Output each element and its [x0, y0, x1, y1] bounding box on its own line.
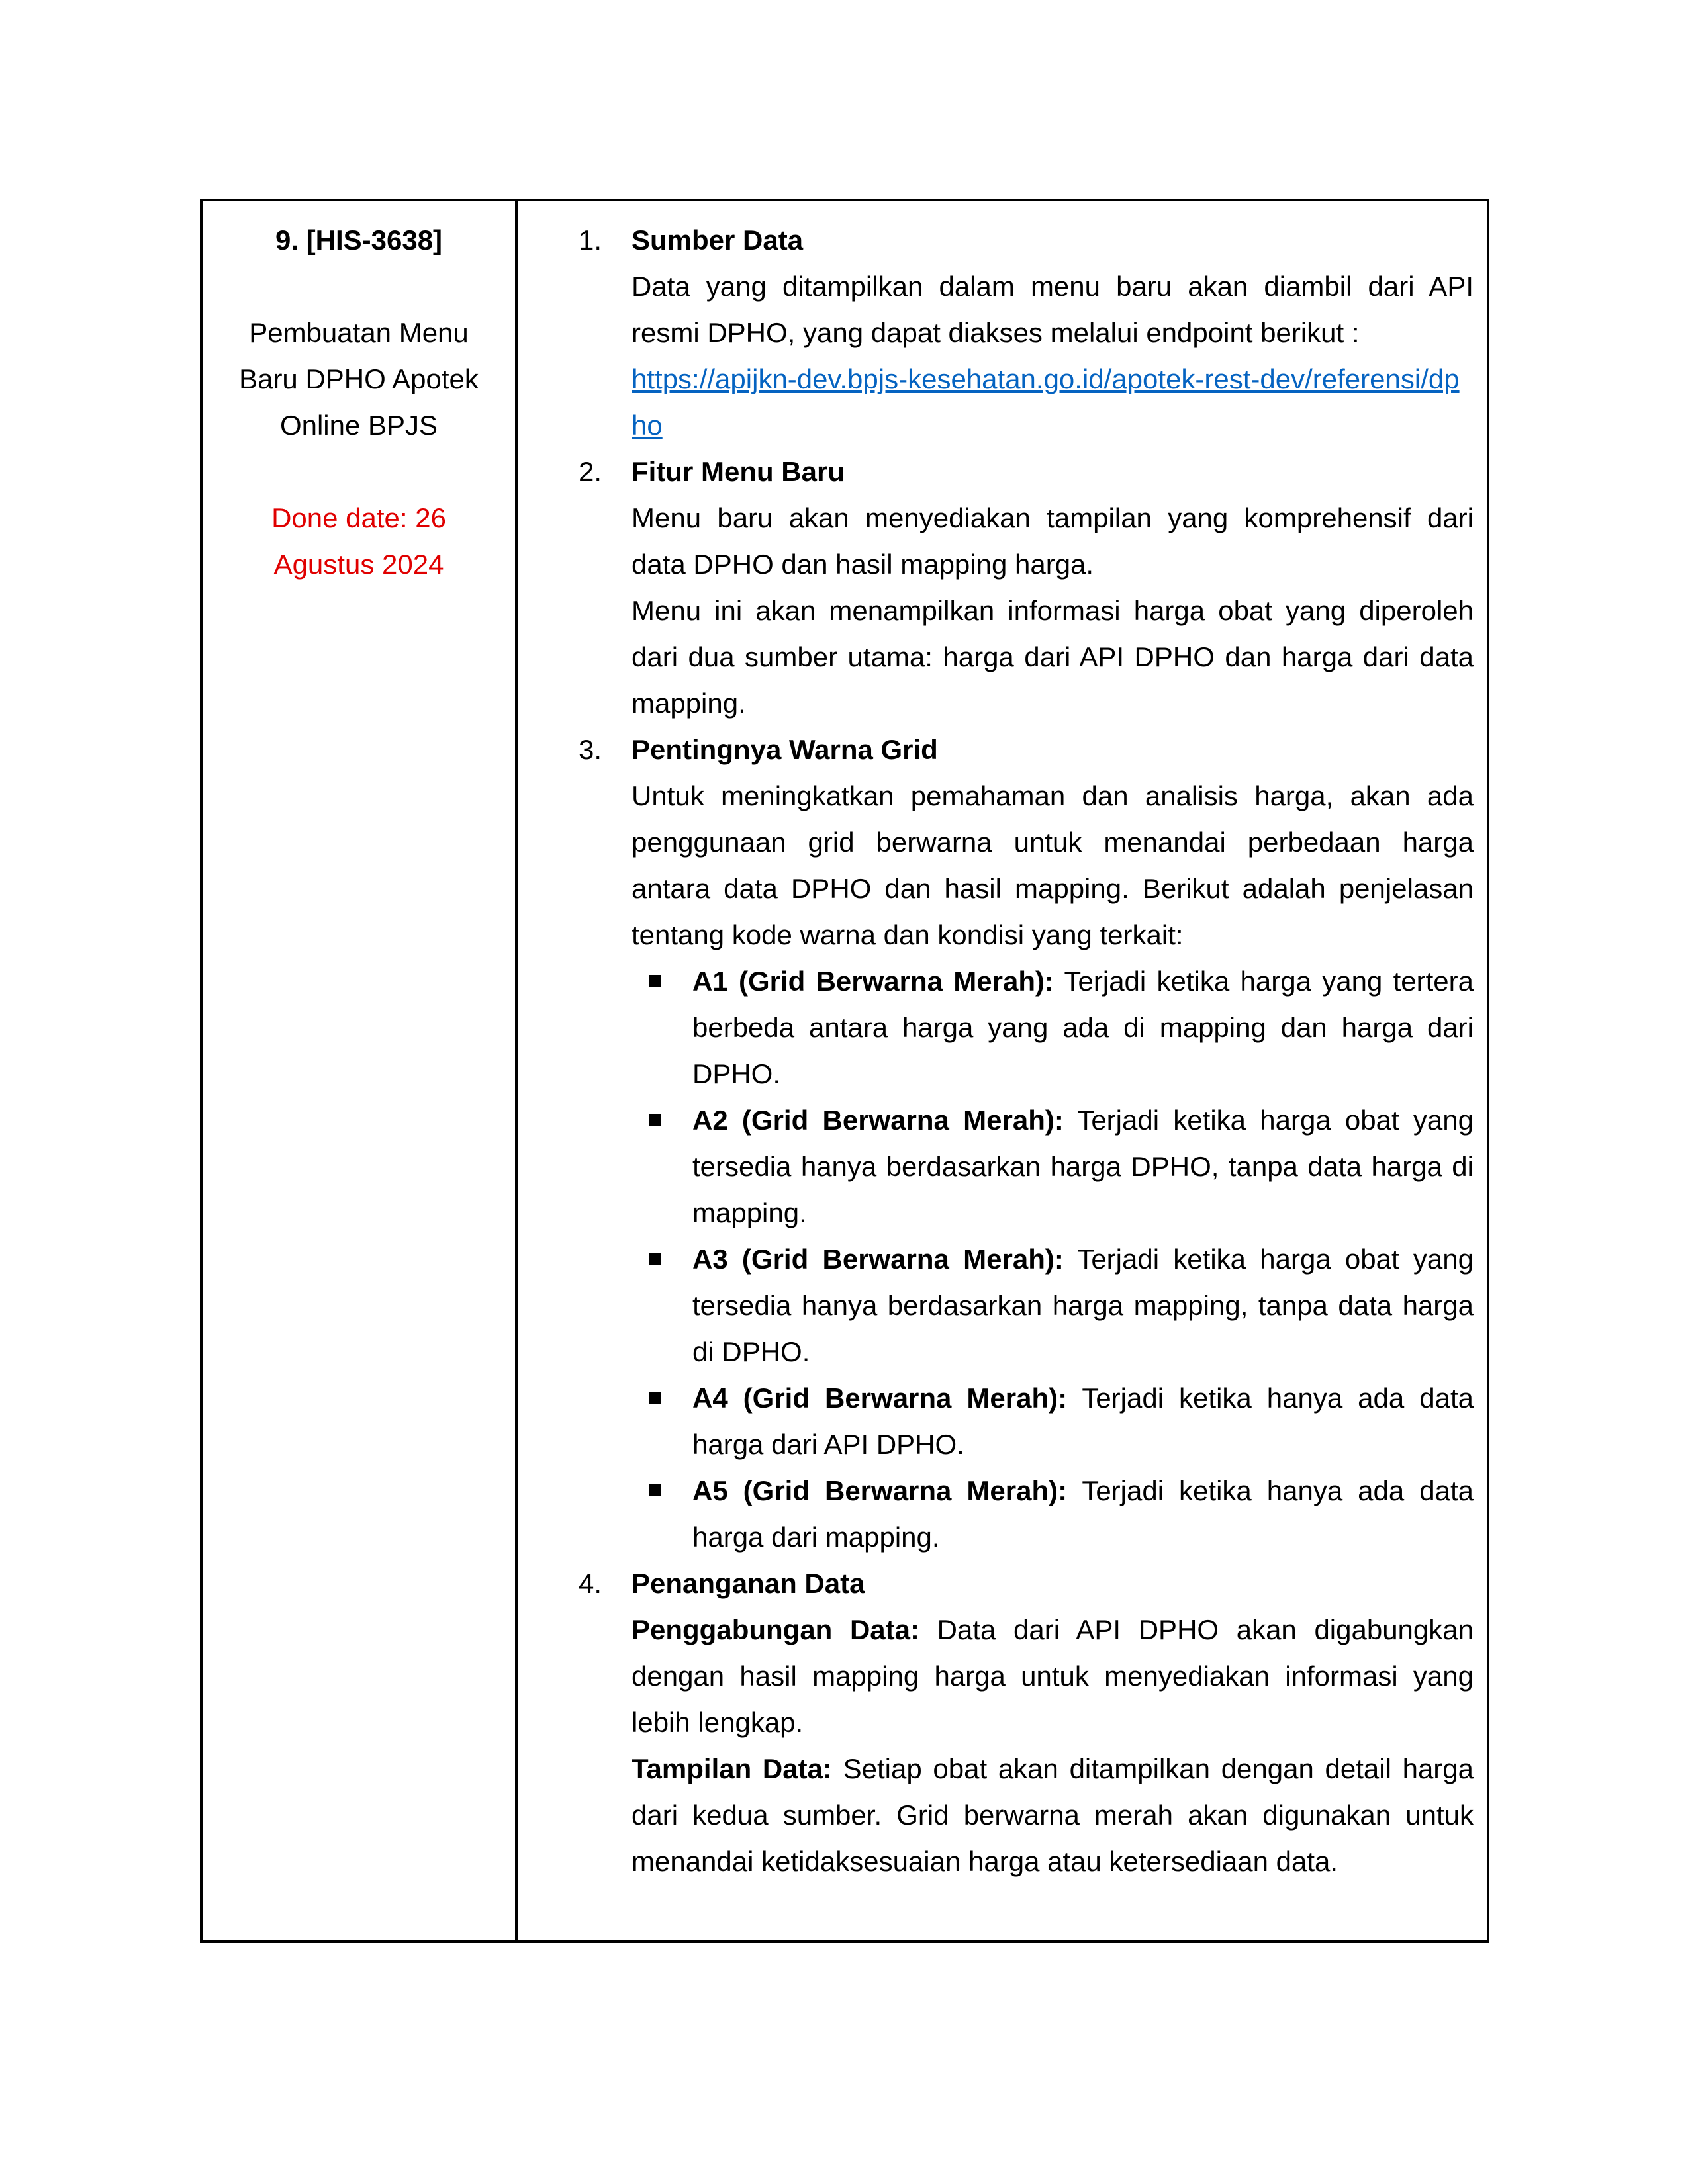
task-details-cell	[518, 201, 1487, 1940]
section-title: Fitur Menu Baru	[632, 456, 845, 487]
square-bullet-icon	[649, 1253, 661, 1265]
data-handling-item	[632, 1746, 1474, 1885]
bullet-text: Terjadi ketika harga obat yang tersedia hanya berdasarkan harga DPHO, tanpa data harga di mapping.	[692, 1105, 1474, 1228]
item-label: Penggabungan Data:	[632, 1614, 919, 1645]
bullet-text: Terjadi ketika harga yang tertera berbeda antara harga yang ada di mapping dan harga dari DPHO.	[692, 966, 1474, 1089]
section-sumber-data	[518, 217, 1474, 449]
square-bullet-icon	[649, 1392, 661, 1404]
dpho-endpoint-link[interactable]: https://apijkn-dev.bpjs-kesehatan.go.id/apotek-rest-dev/referensi/dpho	[632, 363, 1460, 441]
task-table	[200, 199, 1489, 1943]
section-title: Sumber Data	[632, 224, 804, 255]
bullet-text: Terjadi ketika harga obat yang tersedia hanya berdasarkan harga mapping, tanpa data harga di DPHO.	[692, 1244, 1474, 1367]
section-number: 2.	[579, 456, 602, 487]
section-warna-grid	[518, 727, 1474, 1561]
ticket-id: 9. [HIS-3638]	[275, 224, 443, 255]
bullet-label: A5 (Grid Berwarna Merah):	[692, 1475, 1068, 1506]
list-item	[632, 958, 1474, 1097]
bullet-label: A1 (Grid Berwarna Merah):	[692, 966, 1054, 997]
item-text: Data dari API DPHO akan digabungkan dengan hasil mapping harga untuk menyediakan informasi yang lebih lengkap.	[632, 1614, 1474, 1738]
list-item	[632, 1468, 1474, 1561]
bullet-text: Terjadi ketika hanya ada data harga dari API DPHO.	[692, 1383, 1474, 1460]
data-handling-item	[632, 1607, 1474, 1746]
section-number: 3.	[579, 734, 602, 765]
done-date: Done date: 26 Agustus 2024	[271, 502, 446, 580]
list-item	[632, 1097, 1474, 1236]
bullet-label: A3 (Grid Berwarna Merah):	[692, 1244, 1064, 1275]
task-summary-cell	[203, 201, 518, 1940]
section-paragraph: Menu baru akan menyediakan tampilan yang komprehensif dari data DPHO dan hasil mapping harga.	[632, 502, 1474, 580]
item-text: Setiap obat akan ditampilkan dengan detail harga dari kedua sumber. Grid berwarna merah akan digunakan untuk menandai ketidaksesuaian harga atau ketersediaan data.	[632, 1753, 1474, 1877]
list-item	[632, 1236, 1474, 1375]
item-label: Tampilan Data:	[632, 1753, 832, 1784]
bullet-label: A4 (Grid Berwarna Merah):	[692, 1383, 1068, 1414]
bullet-label: A2 (Grid Berwarna Merah):	[692, 1105, 1064, 1136]
section-fitur-menu-baru	[518, 449, 1474, 727]
task-title: Pembuatan Menu Baru DPHO Apotek Online BPJS	[239, 317, 479, 441]
section-number: 1.	[579, 224, 602, 255]
square-bullet-icon	[649, 975, 661, 987]
square-bullet-icon	[649, 1114, 661, 1126]
section-paragraph: Menu ini akan menampilkan informasi harga obat yang diperoleh dari dua sumber utama: harga dari API DPHO dan harga dari data mapping.	[632, 595, 1474, 719]
section-title: Pentingnya Warna Grid	[632, 734, 938, 765]
section-paragraph: Untuk meningkatkan pemahaman dan analisis harga, akan ada penggunaan grid berwarna untuk menandai perbedaan harga antara data DPHO dan hasil mapping. Berikut adalah penjelasan tentang kode warna dan kondisi yang terkait:	[632, 780, 1474, 950]
square-bullet-icon	[649, 1484, 661, 1496]
bullet-text: Terjadi ketika hanya ada data harga dari mapping.	[692, 1475, 1474, 1553]
section-penanganan-data	[518, 1561, 1474, 1885]
list-item	[632, 1375, 1474, 1468]
section-number: 4.	[579, 1568, 602, 1599]
section-paragraph: Data yang ditampilkan dalam menu baru akan diambil dari API resmi DPHO, yang dapat diakses melalui endpoint berikut :	[632, 271, 1474, 348]
grid-color-list	[632, 958, 1474, 1561]
section-title: Penanganan Data	[632, 1568, 865, 1599]
